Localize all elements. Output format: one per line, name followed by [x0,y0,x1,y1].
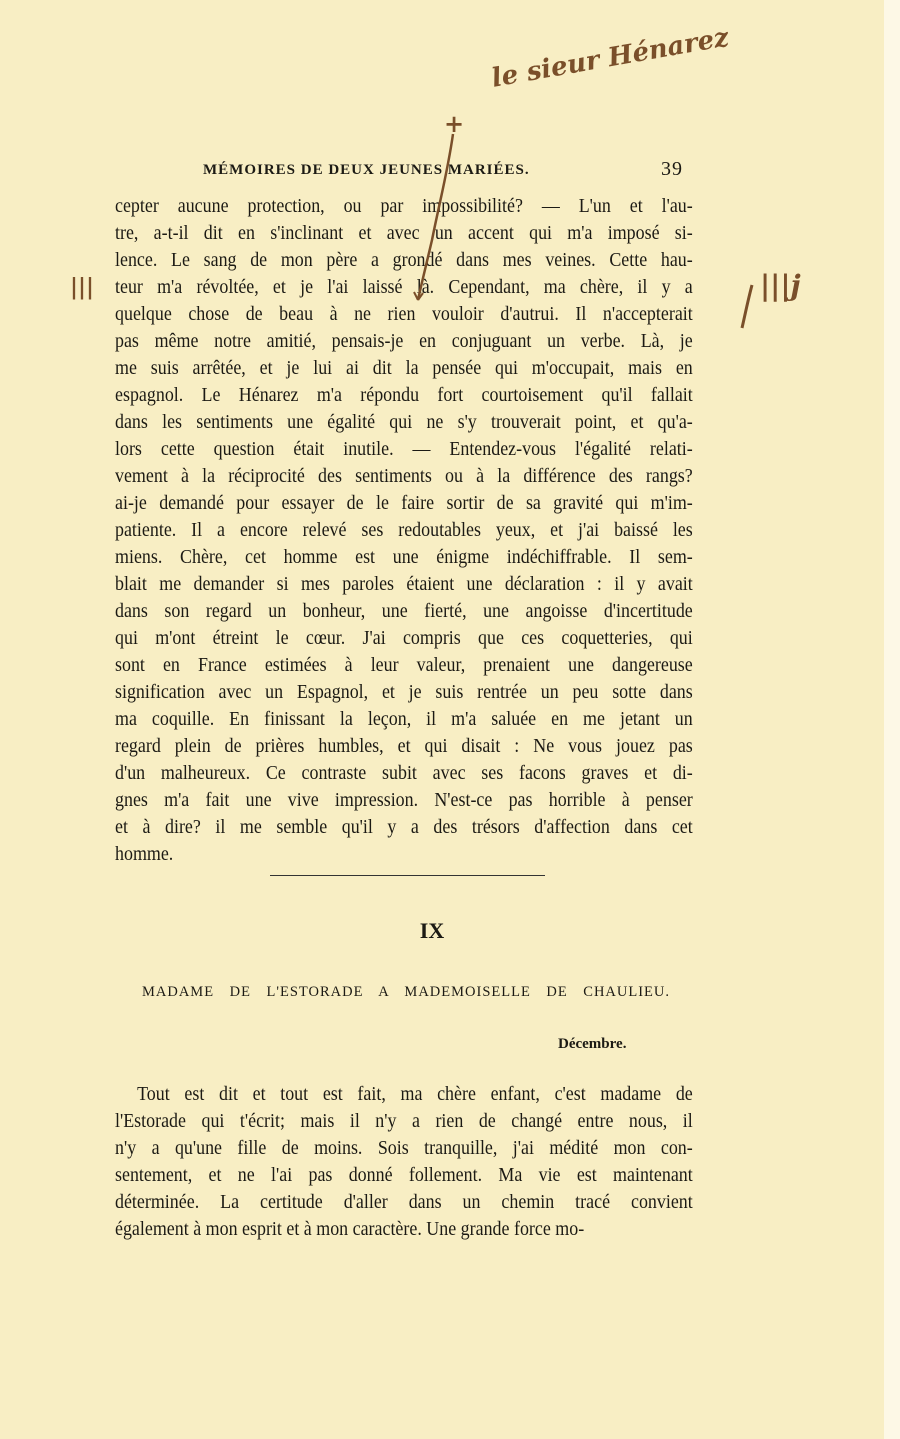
letter-heading: MADAME DE L'ESTORADE A MADEMOISELLE DE CHAULIEU. [142,984,670,1000]
text-line: miens. Chère, cet homme est une énigme indéchiffrable. Il sem- [115,547,693,568]
right-margin-mark: |||j [760,269,801,302]
text-line: gnes m'a fait une vive impression. N'est-ce pas horrible à penser [115,790,693,811]
marginal-correction: le sieur Hénarez [489,22,732,94]
text-line: teur m'a révoltée, et je l'ai laissé là. Cependant, ma chère, il y a [115,277,693,298]
text-line: homme. [115,844,174,865]
text-line: regard plein de prières humbles, et qui disait : Ne vous jouez pas [115,736,693,757]
text-line: sont en France estimées à leur valeur, prenaient une dangereuse [115,655,693,676]
text-line: Tout est dit et tout est fait, ma chère enfant, c'est madame de [137,1084,693,1105]
text-line: ma coquille. En finissant la leçon, il m'a saluée en me jetant un [115,709,693,730]
text-line: dans son regard un bonheur, une fierté, une angoisse d'incertitude [115,601,693,622]
text-line: sentement, et ne l'ai pas donné follement. Ma vie est maintenant [115,1165,693,1186]
text-line: me suis arrêtée, et je lui ai dit la pensée qui m'occupait, mais en [115,358,693,379]
insertion-mark: + [444,109,465,138]
text-line: cepter aucune protection, ou par impossibilité? — L'un et l'au- [115,196,693,217]
text-line: n'y a qu'une fille de moins. Sois tranquille, j'ai médité mon con- [115,1138,693,1159]
text-line: blait me demander si mes paroles étaient une déclaration : il y avait [115,574,693,595]
text-line: vement à la réciprocité des sentiments ou à la différence des rangs? [115,466,693,487]
text-line: et à dire? il me semble qu'il y a des trésors d'affection dans cet [115,817,693,838]
text-line: quelque chose de beau à ne rien vouloir d'autrui. Il n'accepterait [115,304,693,325]
text-line: pas même notre amitié, pensais-je en conjuguant un verbe. Là, je [115,331,693,352]
text-line: qui m'ont étreint le cœur. J'ai compris que ces coquetteries, qui [115,628,693,649]
text-line: patiente. Il a encore relevé ses redoutables yeux, et j'ai baissé les [115,520,693,541]
letter-date: Décembre. [558,1036,627,1052]
text-line: lence. Le sang de mon père a grondé dans mes veines. Cette hau- [115,250,693,271]
text-line: d'un malheureux. Ce contraste subit avec ses facons graves et di- [115,763,693,784]
text-line: tre, a-t-il dit en s'inclinant et avec un accent qui m'a imposé si- [115,223,693,244]
text-line: également à mon esprit et à mon caractère. Une grande force mo- [115,1219,585,1240]
margin-stroke [742,285,752,328]
text-line: signification avec un Espagnol, et je suis rentrée un peu sotte dans [115,682,693,703]
deletion-mark: ||| [70,274,95,300]
text-line: lors cette question était inutile. — Entendez-vous l'égalité relati- [115,439,693,460]
insertion-line [418,134,453,300]
page-number: 39 [661,158,683,180]
running-head-title: MÉMOIRES DE DEUX JEUNES MARIÉES. [203,162,530,178]
text-line: espagnol. Le Hénarez m'a répondu fort courtoisement qu'il fallait [115,385,693,406]
chapter-number: IX [419,918,445,943]
text-line: dans les sentiments une égalité qui ne s'y trouverait point, et qu'a- [115,412,693,433]
text-line: déterminée. La certitude d'aller dans un chemin tracé convient [115,1192,693,1213]
text-line: l'Estorade qui t'écrit; mais il n'y a rien de changé entre nous, il [115,1111,693,1132]
text-line: ai-je demandé pour essayer de le faire sortir de sa gravité qui m'im- [115,493,693,514]
